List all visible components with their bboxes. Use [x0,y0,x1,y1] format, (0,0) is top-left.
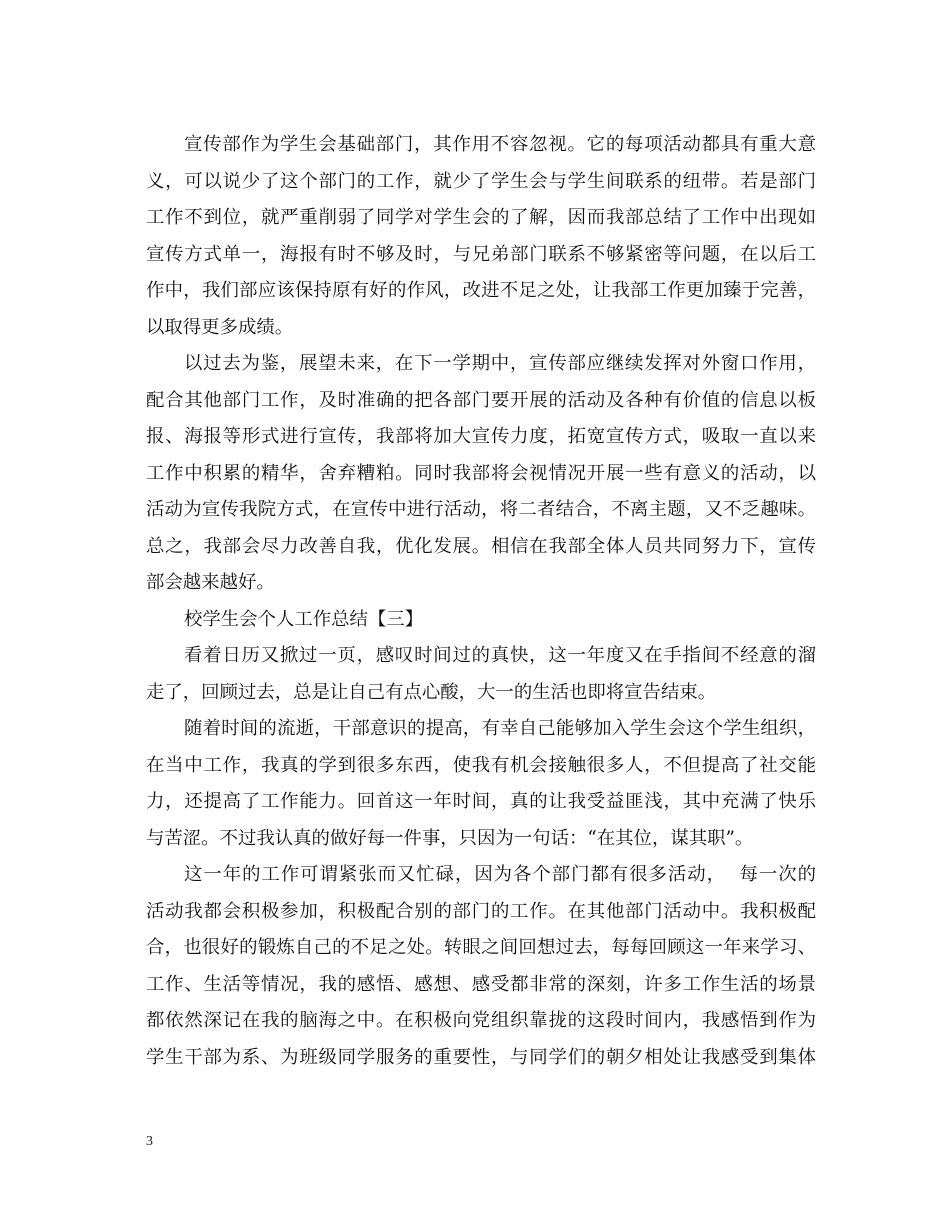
section-heading [146,602,816,639]
paragraph-future-outlook [146,346,816,602]
text-line: 作中，我们部应该保持原有好的作风，改进不足之处，让我部工作更加臻于完善， [146,280,816,301]
text-line: 看着日历又掀过一页，感叹时间过的真快，这一年度又在手指间不经意的溜 [184,645,816,666]
text-line: 在当中工作，我真的学到很多东西，使我有机会接触很多人，不但提高了社交能 [146,754,816,776]
text-line: 这一年的工作可谓紧张而又忙碌，因为各个部门都有很多活动， 每一次的 [184,864,816,885]
section-heading-text: 校学生会个人工作总结【三】 [184,608,424,630]
text-line: 总之，我部会尽力改善自我，优化发展。相信在我部全体人员共同努力下，宣传 [146,535,816,557]
text-line: 活动我都会积极参加，积极配合别的部门的工作。在其他部门活动中。我积极配 [146,900,816,922]
text-line: 随着时间的流逝，干部意识的提高，有幸自己能够加入学生会这个学生组织， [184,718,816,739]
text-line: 配合其他部门工作，及时准确的把各部门要开展的活动及各种有价值的信息以板 [146,389,816,411]
text-line: 以过去为鉴，展望未来，在下一学期中，宣传部应继续发挥对外窗口作用， [184,353,816,374]
text-line: 走了，回顾过去，总是让自己有点心酸，大一的生活也即将宣告结束。 [146,681,717,703]
text-line: 宣传部作为学生会基础部门，其作用不容忽视。它的每项活动都具有重大意 [184,134,816,155]
text-line: 工作不到位，就严重削弱了同学对学生会的了解，因而我部总结了工作中出现如 [146,207,816,228]
paragraph-propaganda-role [146,127,816,346]
text-line: 活动为宣传我院方式，在宣传中进行活动，将二者结合，不离主题，又不乏趣味。 [146,499,816,520]
text-line: 宣传方式单一，海报有时不够及时，与兄弟部门联系不够紧密等问题，在以后工 [146,243,816,265]
text-line: 力，还提高了工作能力。回首这一年时间，真的让我受益匪浅，其中充满了快乐 [146,791,816,812]
text-line: 合，也很好的锻炼自己的不足之处。转眼之间回想过去，每每回顾这一年来学习、 [146,937,816,958]
text-line: 部会越来越好。 [146,572,275,593]
text-line: 报、海报等形式进行宣传，我部将加大宣传力度，拓宽宣传方式，吸取一直以来 [146,426,816,447]
paragraph-busy-year [146,857,816,1076]
text-line: 都依然深记在我的脑海之中。在积极向党组织靠拢的这段时间内，我感悟到作为 [146,1010,816,1031]
paragraph-joining [146,711,816,857]
paragraph-calendar [146,638,816,711]
document-body [146,127,816,1076]
text-line: 工作中积累的精华，舍弃糟粕。同时我部将会视情况开展一些有意义的活动，以 [146,462,816,484]
text-line: 工作、生活等情况，我的感悟、感想、感受都非常的深刻，许多工作生活的场景 [146,973,816,995]
text-line: 义，可以说少了这个部门的工作，就少了学生会与学生间联系的纽带。若是部门 [146,170,816,192]
page-number: 3 [146,1134,153,1149]
text-line: 以取得更多成绩。 [146,316,294,338]
text-line: 与苦涩。不过我认真的做好每一件事，只因为一句话：“在其位，谋其职”。 [146,827,754,849]
text-line: 学生干部为系、为班级同学服务的重要性，与同学们的朝夕相处让我感受到集体 [146,1046,816,1068]
